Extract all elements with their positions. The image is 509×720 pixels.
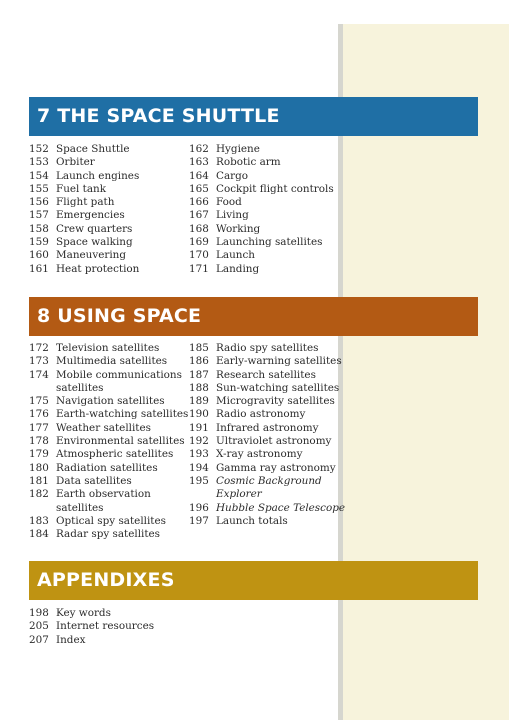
- entry-title: Launch totals: [216, 514, 288, 527]
- toc-entry: [189, 475, 345, 488]
- page-number: 172: [29, 342, 49, 354]
- toc-entry: [29, 462, 188, 475]
- toc-entry-continuation: [29, 502, 188, 515]
- page-number: 175: [29, 395, 49, 408]
- toc-entry: [29, 475, 188, 488]
- page-number: 155: [29, 182, 49, 195]
- entry-title: Atmospheric satellites: [56, 448, 174, 461]
- entry-title: Radar spy satellites: [56, 528, 161, 541]
- toc-column-space-shuttle-left: [29, 143, 139, 276]
- entry-title: Optical spy satellites: [56, 514, 166, 527]
- entry-title: Internet resources: [56, 620, 155, 633]
- toc-entry: [189, 408, 345, 421]
- entry-title: Maneuvering: [56, 249, 127, 262]
- entry-title: Cargo: [216, 169, 249, 182]
- toc-entry: [29, 342, 188, 355]
- section-header-space-shuttle: 7 THE SPACE SHUTTLE: [29, 97, 478, 136]
- entry-title: Robotic arm: [216, 156, 281, 169]
- toc-entry-continuation: [29, 382, 188, 395]
- page-number: 171: [189, 262, 209, 275]
- entry-title: Earth-watching satellites: [56, 408, 189, 421]
- toc-column-using-space-left: [29, 342, 188, 541]
- entry-title: Crew quarters: [56, 222, 133, 235]
- toc-entry: [189, 515, 345, 528]
- page-number: 152: [29, 143, 49, 155]
- toc-entry: [189, 196, 334, 209]
- toc-entry: [189, 382, 345, 395]
- section-header-using-space: 8 USING SPACE: [29, 297, 478, 336]
- toc-entry: [29, 395, 188, 408]
- toc-entry: [29, 634, 154, 647]
- entry-title: Cockpit flight controls: [216, 182, 334, 195]
- toc-entry: [189, 435, 345, 448]
- entry-title: Early-warning satellites: [216, 355, 342, 368]
- entry-title: Navigation satellites: [56, 395, 165, 408]
- page-number: 177: [29, 421, 49, 434]
- page-number: 164: [189, 169, 209, 182]
- page-number: 178: [29, 435, 49, 448]
- entry-title: Sun-watching satellites: [216, 381, 340, 394]
- toc-entry: [29, 263, 139, 276]
- toc-entry: [29, 528, 188, 541]
- toc-entry: [189, 249, 334, 262]
- page-number: 205: [29, 620, 49, 633]
- page-number: 168: [189, 222, 209, 235]
- page-number: 185: [189, 342, 209, 354]
- entry-title: Launch: [216, 249, 255, 262]
- page-number: 176: [29, 408, 49, 421]
- toc-column-appendixes: [29, 607, 154, 647]
- page-number: 154: [29, 169, 49, 182]
- page-number: 191: [189, 421, 209, 434]
- entry-title: Emergencies: [56, 209, 125, 222]
- entry-title: Fuel tank: [56, 182, 107, 195]
- page-number: 179: [29, 448, 49, 461]
- page-number: 169: [189, 236, 209, 249]
- toc-column-space-shuttle-right: [189, 143, 334, 276]
- page-number: 187: [189, 368, 209, 381]
- entry-title: Radiation satellites: [56, 461, 158, 474]
- entry-title: Infrared astronomy: [216, 421, 319, 434]
- toc-entry: [29, 448, 188, 461]
- page-number: 170: [189, 249, 209, 262]
- entry-title: Earth observation: [56, 488, 151, 501]
- page-number: 165: [189, 182, 209, 195]
- toc-entry: [29, 515, 188, 528]
- toc-entry: [189, 223, 334, 236]
- toc-entry: [29, 223, 139, 236]
- entry-title-continued: Explorer: [216, 488, 262, 501]
- entry-title: Space walking: [56, 236, 133, 249]
- page-number: 189: [189, 395, 209, 408]
- entry-title-continued: satellites: [56, 381, 104, 394]
- entry-title: Key words: [56, 607, 111, 619]
- entry-title: Flight path: [56, 196, 115, 209]
- entry-title: Microgravity satellites: [216, 395, 335, 408]
- page-number: 153: [29, 156, 49, 169]
- entry-title: Cosmic Background: [216, 474, 322, 487]
- page-number: 184: [29, 528, 49, 541]
- section-header-appendixes: APPENDIXES: [29, 561, 478, 600]
- page-number: 174: [29, 368, 49, 381]
- toc-entry: [189, 342, 345, 355]
- entry-title: Living: [216, 209, 249, 222]
- entry-title: Orbiter: [56, 156, 95, 169]
- entry-title: Radio astronomy: [216, 408, 306, 421]
- page-number: 161: [29, 262, 49, 275]
- page-number: 159: [29, 236, 49, 249]
- toc-entry: [29, 607, 154, 620]
- toc-entry: [29, 435, 188, 448]
- toc-entry: [189, 448, 345, 461]
- page-number: 166: [189, 196, 209, 209]
- toc-entry: [189, 462, 345, 475]
- entry-title: Mobile communications: [56, 368, 182, 381]
- page-number: 186: [189, 355, 209, 368]
- toc-entry: [189, 236, 334, 249]
- page-number: 194: [189, 461, 209, 474]
- entry-title: Launching satellites: [216, 236, 323, 249]
- page-number: 196: [189, 501, 209, 514]
- toc-entry: [189, 369, 345, 382]
- toc-entry: [189, 209, 334, 222]
- entry-title: Radio spy satellites: [216, 342, 319, 354]
- toc-entry: [189, 143, 334, 156]
- page-number: 158: [29, 222, 49, 235]
- page-number: 163: [189, 156, 209, 169]
- entry-title: Food: [216, 196, 242, 209]
- entry-title: Heat protection: [56, 262, 140, 275]
- toc-column-using-space-right: [189, 342, 345, 528]
- entry-title: Weather satellites: [56, 421, 151, 434]
- toc-entry: [29, 620, 154, 633]
- page-number: 190: [189, 408, 209, 421]
- toc-entry: [29, 422, 188, 435]
- page-number: 156: [29, 196, 49, 209]
- entry-title: Ultraviolet astronomy: [216, 435, 332, 448]
- toc-entry: [189, 156, 334, 169]
- toc-entry: [189, 263, 334, 276]
- toc-entry: [29, 408, 188, 421]
- entry-title: Multimedia satellites: [56, 355, 168, 368]
- entry-title: Hygiene: [216, 143, 260, 155]
- entry-title: Hubble Space Telescope: [216, 501, 346, 514]
- toc-entry: [189, 183, 334, 196]
- toc-entry: [29, 355, 188, 368]
- entry-title: Environmental satellites: [56, 435, 185, 448]
- entry-title: Working: [216, 222, 261, 235]
- toc-entry: [29, 196, 139, 209]
- page-number: 162: [189, 143, 209, 155]
- page-number: 157: [29, 209, 49, 222]
- page-number: 193: [189, 448, 209, 461]
- entry-title: Research satellites: [216, 368, 316, 381]
- toc-entry: [29, 249, 139, 262]
- entry-title: Landing: [216, 262, 260, 275]
- page-number: 182: [29, 488, 49, 501]
- page-number: 197: [189, 514, 209, 527]
- page-number: 188: [189, 381, 209, 394]
- toc-entry: [29, 369, 188, 382]
- page-number: 160: [29, 249, 49, 262]
- toc-entry: [29, 156, 139, 169]
- page-number: 198: [29, 607, 49, 619]
- page-number: 207: [29, 633, 49, 646]
- toc-entry: [189, 355, 345, 368]
- page-number: 183: [29, 514, 49, 527]
- toc-entry: [29, 170, 139, 183]
- toc-entry: [189, 502, 345, 515]
- entry-title: Gamma ray astronomy: [216, 461, 336, 474]
- toc-entry: [29, 143, 139, 156]
- page-number: 173: [29, 355, 49, 368]
- page-number: 181: [29, 474, 49, 487]
- toc-entry-continuation: [189, 488, 345, 501]
- page-number: 167: [189, 209, 209, 222]
- toc-entry: [189, 395, 345, 408]
- toc-entry: [189, 422, 345, 435]
- entry-title: Space Shuttle: [56, 143, 130, 155]
- page-number: 180: [29, 461, 49, 474]
- entry-title: Index: [56, 633, 86, 646]
- entry-title: Launch engines: [56, 169, 140, 182]
- toc-entry: [29, 488, 188, 501]
- entry-title: Data satellites: [56, 474, 132, 487]
- toc-entry: [29, 183, 139, 196]
- toc-entry: [29, 236, 139, 249]
- entry-title: X-ray astronomy: [216, 448, 303, 461]
- page-number: 195: [189, 474, 209, 487]
- toc-entry: [29, 209, 139, 222]
- page-number: 192: [189, 435, 209, 448]
- entry-title-continued: satellites: [56, 501, 104, 514]
- toc-entry: [189, 170, 334, 183]
- entry-title: Television satellites: [56, 342, 160, 354]
